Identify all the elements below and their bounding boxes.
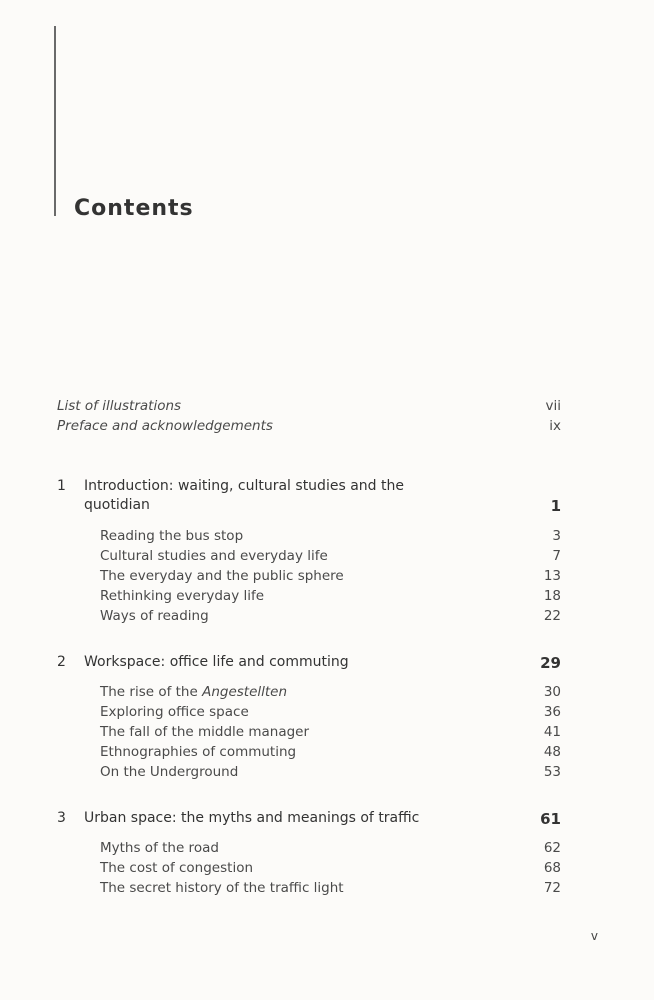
toc-section[interactable] bbox=[0, 528, 654, 548]
section-title: Exploring office space bbox=[100, 704, 249, 720]
section-title: Myths of the road bbox=[100, 840, 219, 856]
section-page: 72 bbox=[543, 880, 561, 896]
section-title: Rethinking everyday life bbox=[100, 588, 265, 604]
toc-section[interactable] bbox=[0, 704, 654, 724]
toc-section[interactable] bbox=[0, 568, 654, 588]
page-number: v bbox=[590, 929, 598, 943]
toc-entry-title: Preface and acknowledgements bbox=[57, 418, 273, 434]
section-title: On the Underground bbox=[100, 764, 239, 780]
section-title bbox=[100, 684, 287, 700]
toc-section[interactable] bbox=[0, 840, 654, 860]
section-page: 13 bbox=[543, 568, 561, 584]
section-title: The cost of congestion bbox=[100, 860, 254, 876]
chapter-title-line-1: Introduction: waiting, cultural studies and the bbox=[84, 478, 404, 494]
section-title-italic: Angestellten bbox=[202, 684, 288, 700]
section-page: 3 bbox=[552, 528, 561, 544]
toc-section[interactable] bbox=[0, 764, 654, 784]
section-title: The everyday and the public sphere bbox=[100, 568, 344, 584]
page-title: Contents bbox=[74, 196, 194, 221]
chapter-title: Urban space: the myths and meanings of traffic bbox=[84, 810, 420, 826]
chapter-number: 3 bbox=[57, 810, 66, 826]
section-page: 22 bbox=[543, 608, 561, 624]
toc-entry-list-of-illustrations[interactable] bbox=[0, 398, 654, 418]
section-page: 7 bbox=[552, 548, 561, 564]
section-page: 41 bbox=[543, 724, 561, 740]
section-page: 68 bbox=[543, 860, 561, 876]
section-page: 36 bbox=[543, 704, 561, 720]
section-page: 53 bbox=[543, 764, 561, 780]
section-page: 48 bbox=[543, 744, 561, 760]
chapter-number: 1 bbox=[57, 478, 66, 494]
toc-section[interactable] bbox=[0, 588, 654, 608]
toc-section[interactable] bbox=[0, 548, 654, 568]
toc-entry-page: vii bbox=[545, 398, 561, 414]
section-title: Reading the bus stop bbox=[100, 528, 244, 544]
chapter-page: 29 bbox=[540, 654, 561, 672]
toc-chapter-2[interactable] bbox=[0, 654, 654, 674]
section-page: 30 bbox=[543, 684, 561, 700]
chapter-number: 2 bbox=[57, 654, 66, 670]
section-title: Cultural studies and everyday life bbox=[100, 548, 328, 564]
toc-section[interactable] bbox=[0, 860, 654, 880]
toc-entry-preface[interactable] bbox=[0, 418, 654, 438]
toc-chapter-1-continued bbox=[0, 497, 654, 517]
section-title-prefix: The rise of the bbox=[100, 684, 203, 700]
section-page: 62 bbox=[543, 840, 561, 856]
toc-section[interactable] bbox=[0, 744, 654, 764]
toc-entry-page: ix bbox=[549, 418, 561, 434]
chapter-title-line-2: quotidian bbox=[84, 497, 150, 513]
chapter-page: 61 bbox=[540, 810, 561, 828]
section-title: The fall of the middle manager bbox=[100, 724, 310, 740]
chapter-title: Workspace: office life and commuting bbox=[84, 654, 349, 670]
toc-section[interactable] bbox=[0, 684, 654, 704]
section-title: Ways of reading bbox=[100, 608, 209, 624]
section-page: 18 bbox=[543, 588, 561, 604]
toc-chapter-3[interactable] bbox=[0, 810, 654, 830]
toc-section[interactable] bbox=[0, 608, 654, 628]
section-title: Ethnographies of commuting bbox=[100, 744, 297, 760]
toc-chapter-1[interactable] bbox=[0, 478, 654, 498]
toc-section[interactable] bbox=[0, 880, 654, 900]
toc-entry-title: List of illustrations bbox=[57, 398, 182, 414]
margin-rule bbox=[54, 26, 56, 216]
chapter-page: 1 bbox=[550, 497, 561, 515]
section-title: The secret history of the traffic light bbox=[100, 880, 344, 896]
toc-section[interactable] bbox=[0, 724, 654, 744]
